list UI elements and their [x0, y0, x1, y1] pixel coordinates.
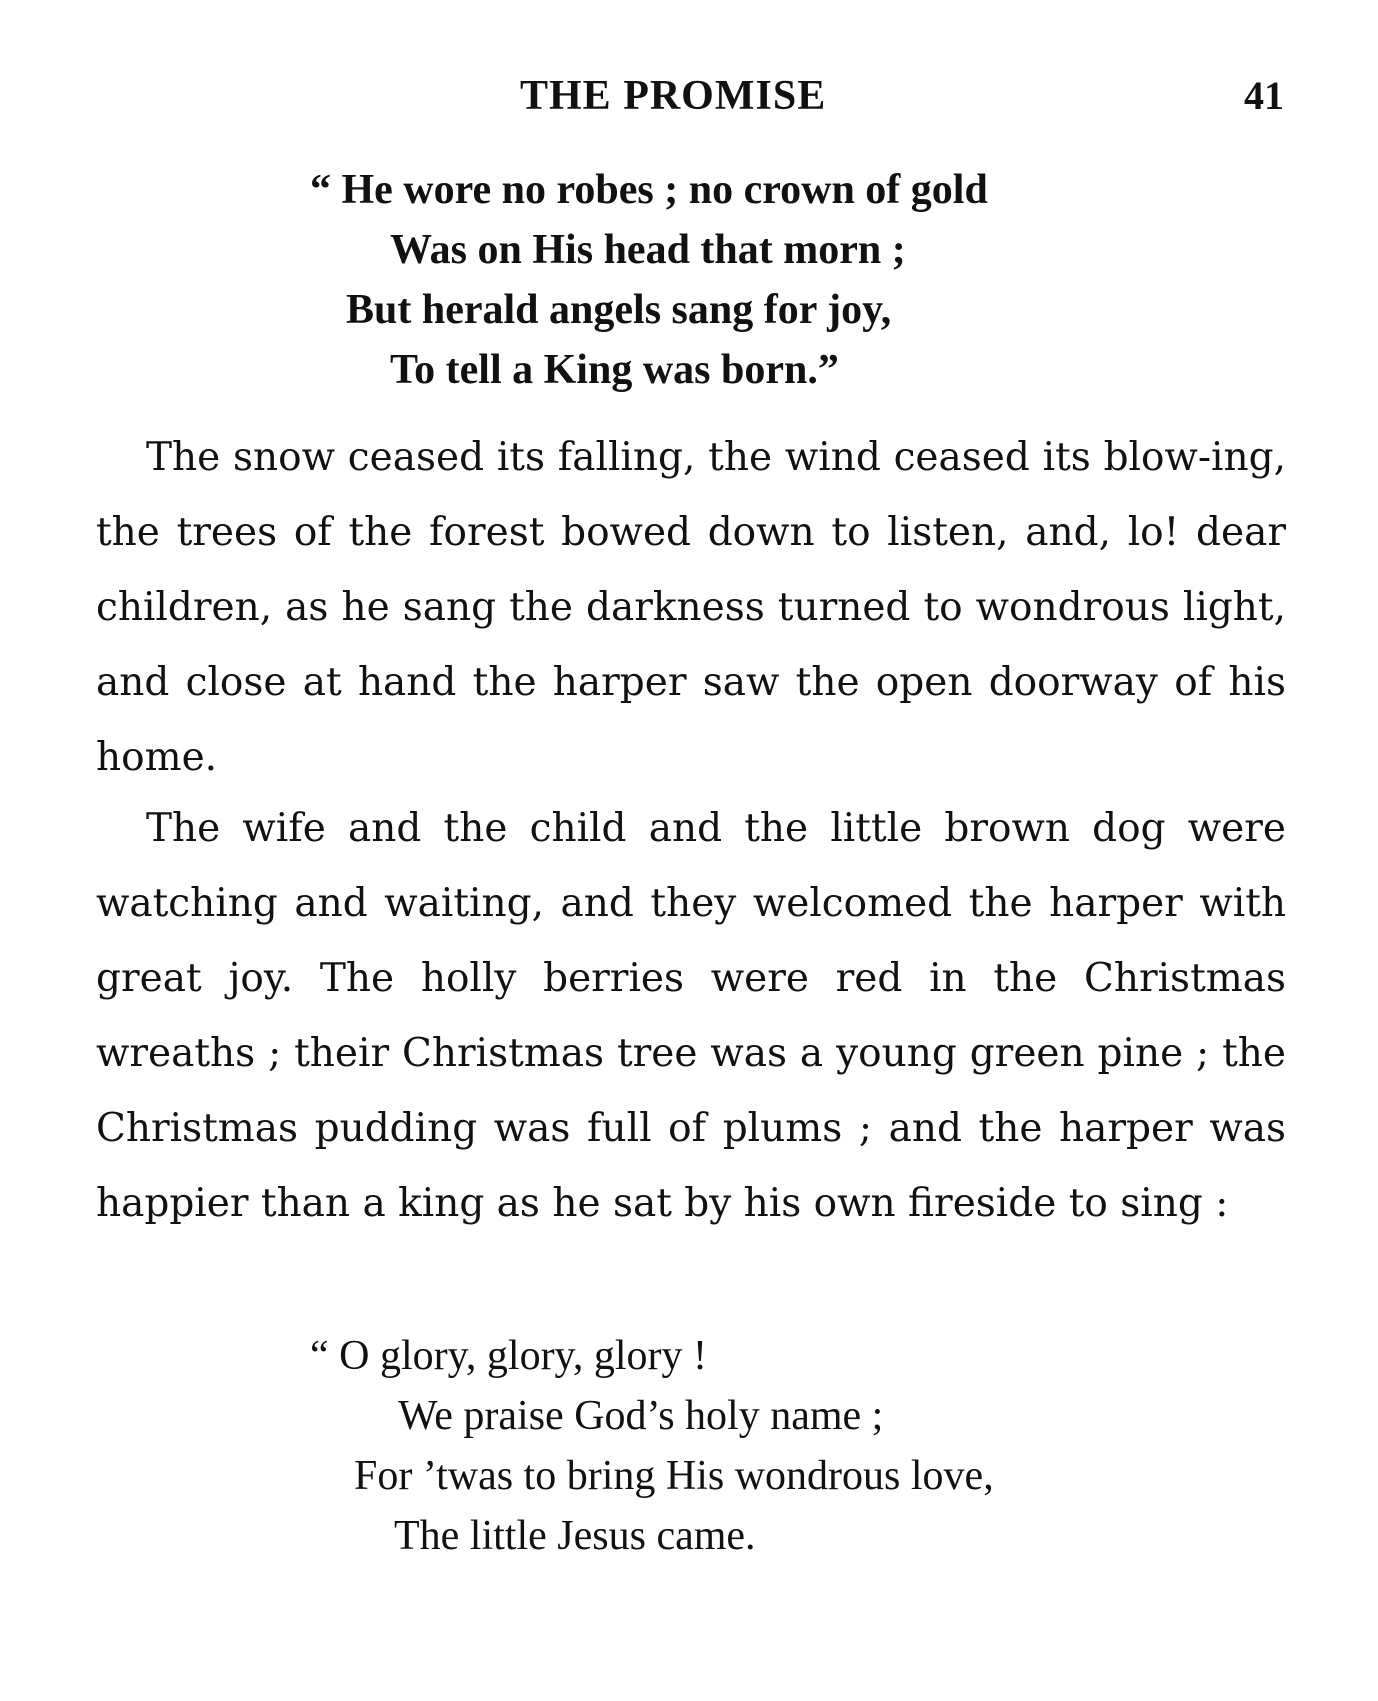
verse-line: The little Jesus came.	[394, 1513, 756, 1559]
verse-line: To tell a King was born.”	[390, 347, 839, 393]
page-header	[0, 72, 1378, 132]
running-title: THE PROMISE	[520, 73, 827, 119]
verse-line: Was on His head that morn ;	[390, 227, 906, 273]
verse-line: But herald angels sang for joy,	[346, 287, 892, 333]
verse-line: “ He wore no robes ; no crown of gold	[310, 167, 988, 213]
verse-line: “ O glory, glory, glory !	[310, 1333, 707, 1379]
verse-line: For ’twas to bring His wondrous love,	[354, 1453, 994, 1499]
verse-line: We praise God’s holy name ;	[398, 1393, 884, 1439]
verse-stanza-2	[310, 1326, 994, 1566]
paragraph-1: The snow ceased its falling, the wind ceased its blow-ing, the trees of the forest bowed down to listen, and, lo! dear children, as he sang the darkness turned to wondrous light, and close at hand the harper saw the open doorway of his home.	[96, 435, 1286, 780]
page-number: 41	[1244, 73, 1284, 118]
verse-stanza-1	[310, 160, 988, 400]
paragraph-2: The wife and the child and the little brown dog were watching and waiting, and they welcomed the harper with great joy. The holly berries were red in the Christmas wreaths ; their Christmas tree was a young green pine ; the Christmas pudding was full of plums ; and the harper was happier than a king as he sat by his own fireside to sing :	[96, 806, 1286, 1226]
